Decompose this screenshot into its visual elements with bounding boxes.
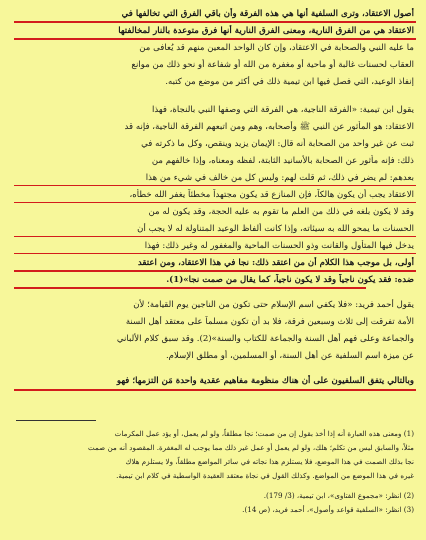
footnote-line: (3) انظر: «السلفية قواعد وأصول»، أحمد فريد، (ص 14). xyxy=(242,505,414,514)
body-line: يقول أحمد فريد: «فلا يكفي اسم الإسلام حتى تكون من الناجين يوم القيامة؛ لأن xyxy=(133,300,414,310)
body-line: يدخل فيها المتأول والقانت وذو الحسنات الماحية والمغفور له وغير ذلك: فهذا xyxy=(144,241,414,251)
footnote-separator xyxy=(16,420,96,421)
body-line: الحسنات ما يمحو الله به سيئاته، وإذا كانت ألفاظ الوعيد المتناولة له لا يجب أن xyxy=(137,224,414,234)
body-line: بعدهم: لم يضر في ذلك، ثم قلت لهم: وليس كل من خالف في شيء من هذا xyxy=(145,173,414,183)
body-line: والجماعة وعلى فهم أهل السنة والجماعة للكتاب والسنة»(2). وقد سبق كلام الألباني xyxy=(116,334,414,344)
red-underline xyxy=(14,389,416,391)
body-line: الأمة تفرقت إلى ثلاث وسبعين فرقة، فلا بد أن تكون مسلماً على معتقد أهل السنة xyxy=(125,317,414,327)
body-line: الاعتقاد هي من الفرق النارية، ومعنى الفرق النارية أنها فرق متوعدة بالنار لمخالفتها xyxy=(118,26,414,36)
body-line: ذلك: فإنه مأثور عن الصحابة بالأسانيد الثابتة، لفظه ومعناه، وإذا خالفهم من xyxy=(151,156,414,166)
body-line: الاعتقاد يجب أن يكون هالكاً، فإن المنازع قد يكون مجتهداً مخطئاً يغفر الله خطأه، xyxy=(129,190,414,200)
red-underline xyxy=(14,253,416,254)
footnote-line: مثلاً، والسابق ليس من تكلم؛ هلك، ولو لم يعمل أو عمل غير ذلك مما يوجب له المغفرة. المقصود أنه من صمت xyxy=(87,443,414,452)
footnote-line: غيره في هذا الموضع من المواضع. وكذلك القول في نجاة معتقد العقيدة الواسطية في كلام ابن تيمية. xyxy=(116,471,414,480)
red-underline xyxy=(14,21,416,23)
body-line: الاعتقاد: هو المأثور عن النبي ﷺ وأصحابه، وهم ومن اتبعهم الفرقة الناجية، فإنه قد xyxy=(124,122,414,132)
body-line: ثبت عن غير واحد من الصحابة أنه قال: الإيمان يزيد وينقص، وكل ما ذكرته في xyxy=(141,139,414,149)
body-line: ما عليه النبي والصحابة في الاعتقاد، وإن كان الواحد المعين منهم قد يُعافى من xyxy=(139,43,414,53)
red-underline xyxy=(14,236,416,237)
body-line: يقول ابن تيمية: «الفرقة الناجية، هي الفرقة التي وصفها النبي بالنجاة، فهذا xyxy=(151,105,414,115)
red-underline xyxy=(14,202,416,203)
red-underline xyxy=(14,287,366,289)
body-line: أصول الاعتقاد، وترى السلفية أنها هي هذه الفرقة وأن باقي الفرق التي تخالفها في xyxy=(121,9,414,19)
red-underline xyxy=(14,185,416,186)
body-line: أولى، بل موجب هذا الكلام أن من اعتقد ذلك: نجا في هذا الاعتقاد، ومن اعتقد xyxy=(137,258,414,268)
body-line: العقاب لحسنات غالبة أو ماحية أو مغفرة من الله أو شفاعة أو نحو ذلك من موانع xyxy=(131,60,414,70)
body-line: وقد لا يكون بلغه في ذلك من العلم ما تقوم به عليه الحجة، وقد يكون له من xyxy=(148,207,414,217)
red-underline xyxy=(14,270,416,272)
body-line: إنفاذ الوعيد، التي فصل فيها ابن تيمية ذلك في أكثر من موضع من كتبه. xyxy=(165,77,414,87)
footnote-line: (2) انظر: «مجموع الفتاوى»، ابن تيمية، (3/ 179). xyxy=(263,491,414,500)
red-underline xyxy=(14,38,416,40)
footnote-line: (1) ومعنى هذه العبارة أنه إذا أخذ بقول إن من صمت؛ نجا مطلقاً، ولو لم يعمل، أو يؤد عمل المكرمات xyxy=(114,429,414,438)
footnote-line: نجا بذلك الصمت في هذا الموضع، فلا يستلزم هذا نجاته في سائر المواضع مطلقاً، ولا يستلزم هلاك xyxy=(125,457,414,466)
body-line: عن ميزة اسم السلفية عن أهل السنة، أو المسلمين، أو مطلق الإسلام. xyxy=(165,351,414,361)
body-line: وبالتالي يتفق السلفيون على أن هناك منظومة مفاهيم عقدية واحدة مَن التزمها؛ فهو xyxy=(116,376,414,386)
body-line: ضده: فقد يكون ناجياً وقد لا يكون ناجياً، كما يقال من صمت نجا»(1). xyxy=(166,275,414,285)
